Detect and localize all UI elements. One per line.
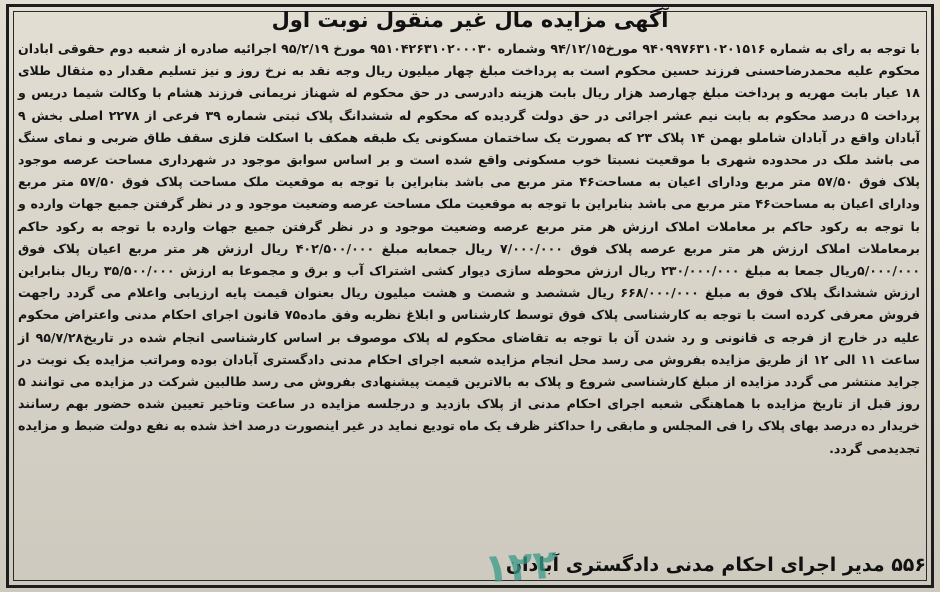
notice-body: با توجه به رای به شماره ۹۴۰۹۹۷۶۳۱۰۲۰۱۵۱۶ مورخ۹۴/۱۲/۱۵ وشماره ۹۵۱۰۴۲۶۳۱۰۲۰۰۰۳۰ مورخ ۹۵/۲/۱۹ اجرائیه صادره از شعبه دوم حقوقی ابادان محکوم علیه محمدرضاحسنی فرزند حسین محکوم است به پرداخت مبلغ چهار میلیون ریال وجه نقد به نرخ روز و نیز تسلیم مقدار ده مثقال طلای ۱۸ عیار بابت مهریه و پرداخت مبلغ چهارصد هزار ریال بابت هزینه دادرسی در حق محکوم له شهناز نریمانی فرزند هشام با وکالت شیما دریس و پرداخت ۵ درصد محکوم به بابت نیم عشر اجرائی در حق دولت گردیده که محکوم له ششدانگ پلاک ثبتی شماره ۳۹ فرعی از ۲۲۷۸ اصلی بخش ۹ آبادان واقع در آبادان شاملو بهمن ۱۴ پلاک ۲۳ که بصورت یک ساختمان مسکونی یک طبقه همکف با اسکلت فلزی سقف طاق ضربی و نمای سنگ می باشد ملک در محدوده شهری با موقعیت نسبتا خوب مسکونی واقع شده است و بر اساس سوابق موجود در شهرداری مساحت عرصه موجود پلاک فوق ۵۷/۵۰ متر مربع ودارای اعیان به مساحت۴۶ متر مربع می باشد بنابراین با توجه به موقعیت ملک مساحت پلاک فوق ۵۷/۵۰ متر مربع ودارای اعیان به مساحت۴۶ متر مربع می باشد بنابراین با توجه به موقعیت ملک مساحت عرصه وضعیت موجود و در نظر گرفتن جمیع جهات وارده و با توجه به رکود حاکم بر معاملات املاک ارزش هر متر مربع عرصه وضعیت موجود و در نظر گرفتن جمیع جهات وارده با توجه به رکود حاکم برمعاملات املاک ارزش هر متر مربع عرصه پلاک فوق ۷/۰۰۰/۰۰۰ ریال جمعابه مبلغ ۴۰۲/۵۰۰/۰۰۰ ریال ارزش هر متر مربع اعیان پلاک فوق ۵/۰۰۰/۰۰۰ریال جمعا به مبلغ ۲۳۰/۰۰۰/۰۰۰ ریال ارزش محوطه سازی دیوار کشی اشتراک آب و برق و مجموعا به ارزش ۳۵/۵۰۰/۰۰۰ ریال بنابراین ارزش ششدانگ پلاک فوق به مبلغ ۶۶۸/۰۰۰/۰۰۰ ریال ششصد و شصت و هشت میلیون ریال بعنوان قیمت پایه ارزیابی واعلام می گردد راجهت فروش معرفی کرده است با توجه به کارشناسی پلاک فوق توسط کارشناس و ابلاغ نظریه وفق ماده۷۵ قانون اجرای احکام مدنی واعتراض محکوم علیه در خارج از فرجه ی قانونی و رد شدن آن با توجه به تقاضای محکوم له پلاک موصوف بر اساس کارشناسی انجام شده در تاریخ۹۵/۷/۲۸ از ساعت ۱۱ الی ۱۲ از طریق مزایده بفروش می رسد محل انجام مزایده شعبه اجرای احکام مدنی دادگستری آبادان بوده ومراتب مزایده یک نوبت در جراید منتشر می گردد مزایده از مبلغ کارشناسی شروع و پلاک به بالاترین قیمت پیشنهادی بفروش می رسد طالبین شرکت در مزایده می توانند ۵ روز قبل از تاریخ مزایده با هماهنگی شعبه اجرای احکام مدنی از پلاک بازدید و درجلسه مزایده در ساعت وتاخیر تعیین شده حضور بهم رسانند خریدار ده درصد بهای پلاک را فی المجلس و مابقی را حداکثر ظرف یک ماه تودیع نماید در غیر اینصورت درصد اخذ شده به نفع دولت ضبط و مزایده تجدیدمی گردد. [18, 41, 921, 456]
handwritten-number: ۱۲۲ [482, 541, 559, 592]
notice-footer [14, 541, 926, 592]
notice-title: آگهی مزایده مال غیر منقول نوبت اول [271, 8, 669, 32]
notice-signature: ۵۵۶ مدیر اجرای احکام مدنی دادگستری آبادان [505, 554, 926, 576]
